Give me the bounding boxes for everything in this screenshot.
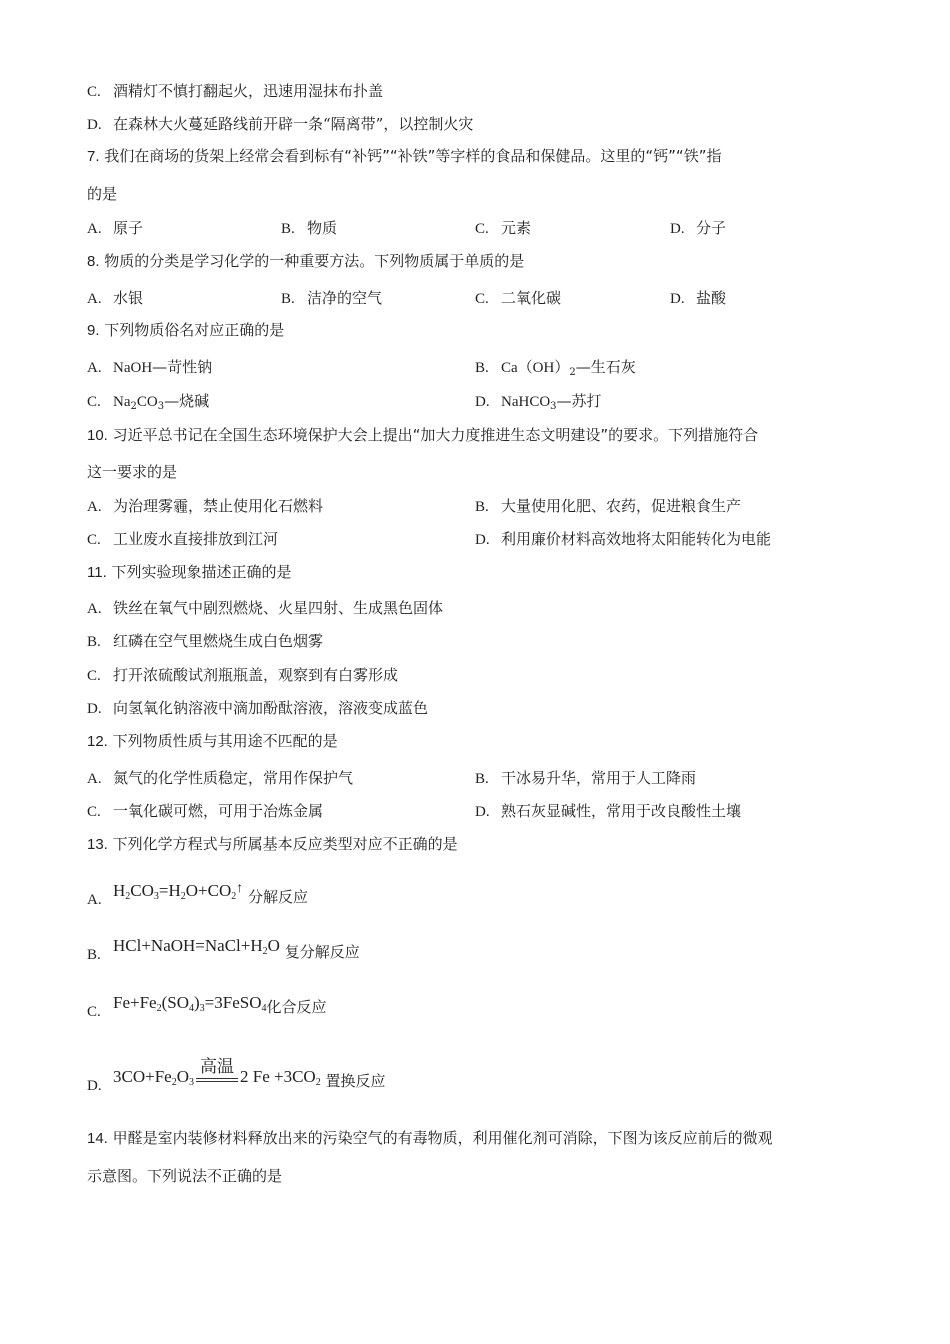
q13-option-c: C. $Fe+Fe_2(SO_4)_3=3FeSO_4$化合反应 (87, 993, 327, 1020)
q8-stem: 8. 物质的分类是学习化学的一种重要方法。下列物质属于单质的是 (87, 252, 525, 270)
q9-stem: 9. 下列物质俗名对应正确的是 (87, 321, 285, 339)
q6-option-c: C. 酒精灯不慎打翻起火，迅速用湿抹布扑盖 (87, 82, 384, 100)
q7-stem-line1: 7. 我们在商场的货架上经常会看到标有“补钙”“补铁”等字样的食品和保健品。这里的“钙”“铁”指 (87, 147, 722, 165)
q13-stem: 13. 下列化学方程式与所属基本反应类型对应不正确的是 (87, 835, 458, 853)
q12-option-a: A. 氮气的化学性质稳定，常用作保护气 (87, 769, 354, 787)
equation-b: $HCl+NaOH=NaCl+H_2O$ (113, 936, 280, 957)
reaction-condition: 高温 (196, 1076, 238, 1082)
equation-d: $3CO+Fe_2O_3$ 高温 2 $Fe +3CO_2$ (113, 1057, 321, 1088)
q9-option-c: C. $Na_2CO_3—$烧碱 (87, 392, 210, 412)
q11-option-d: D. 向氢氧化钠溶液中滴加酚酞溶液，溶液变成蓝色 (87, 699, 429, 717)
q8-option-b: B. 洁净的空气 (281, 289, 383, 307)
equation-a: $H_2CO_3=H_2O+CO_2^↑$ (113, 881, 244, 902)
q10-option-a: A. 为治理雾霾，禁止使用化石燃料 (87, 497, 324, 515)
q7-option-c: C. 元素 (475, 219, 532, 237)
q13-option-a: A. $H_2CO_3=H_2O+CO_2^↑$ 分解反应 (87, 881, 309, 908)
q11-option-c: C. 打开浓硫酸试剂瓶瓶盖，观察到有白雾形成 (87, 666, 399, 684)
q13-option-d: D. $3CO+Fe_2O_3$ 高温 2 $Fe +3CO_2$ 置换反应 (87, 1057, 386, 1094)
q7-option-d: D. 分子 (670, 219, 727, 237)
q8-option-c: C. 二氧化碳 (475, 289, 562, 307)
q14-stem-line1: 14. 甲醛是室内装修材料释放出来的污染空气的有毒物质，利用催化剂可消除，下图为该反应前后的微观 (87, 1129, 773, 1147)
q12-option-b: B. 干冰易升华，常用于人工降雨 (475, 769, 697, 787)
q11-option-b: B. 红磷在空气里燃烧生成白色烟雾 (87, 632, 324, 650)
q12-stem: 12. 下列物质性质与其用途不匹配的是 (87, 732, 338, 750)
q8-option-d: D. 盐酸 (670, 289, 727, 307)
q6-option-d: D. 在森林大火蔓延路线前开辟一条“隔离带”，以控制火灾 (87, 115, 474, 133)
q14-stem-line2: 示意图。下列说法不正确的是 (87, 1167, 283, 1185)
q7-option-a: A. 原子 (87, 219, 144, 237)
gas-arrow-icon: ↑ (236, 881, 244, 896)
q11-option-a: A. 铁丝在氧气中剧烈燃烧、火星四射、生成黑色固体 (87, 599, 444, 617)
q9-option-d: D. NaHCO$_3$—苏打 (475, 392, 602, 412)
q11-stem: 11. 下列实验现象描述正确的是 (87, 563, 292, 581)
q12-option-d: D. 熟石灰显碱性，常用于改良酸性土壤 (475, 802, 742, 820)
q10-option-d: D. 利用廉价材料高效地将太阳能转化为电能 (475, 530, 772, 548)
q9-option-a: A. NaOH—苛性钠 (87, 358, 213, 376)
q10-option-b: B. 大量使用化肥、农药，促进粮食生产 (475, 497, 742, 515)
q8-option-a: A. 水银 (87, 289, 144, 307)
q9-option-b: B. $Ca(OH)_2—$生石灰 (475, 358, 636, 378)
q7-stem-line2: 的是 (87, 185, 118, 203)
q10-option-c: C. 工业废水直接排放到江河 (87, 530, 279, 548)
q10-stem-line1: 10. 习近平总书记在全国生态环境保护大会上提出“加大力度推进生态文明建设”的要求。下列措施符合 (87, 426, 759, 444)
q13-option-b: B. $HCl+NaOH=NaCl+H_2O$ 复分解反应 (87, 936, 360, 963)
equation-c: $Fe+Fe_2(SO_4)_3=3FeSO_4$ (113, 993, 267, 1014)
q12-option-c: C. 一氧化碳可燃，可用于冶炼金属 (87, 802, 324, 820)
q10-stem-line2: 这一要求的是 (87, 463, 178, 481)
q7-option-b: B. 物质 (281, 219, 338, 237)
